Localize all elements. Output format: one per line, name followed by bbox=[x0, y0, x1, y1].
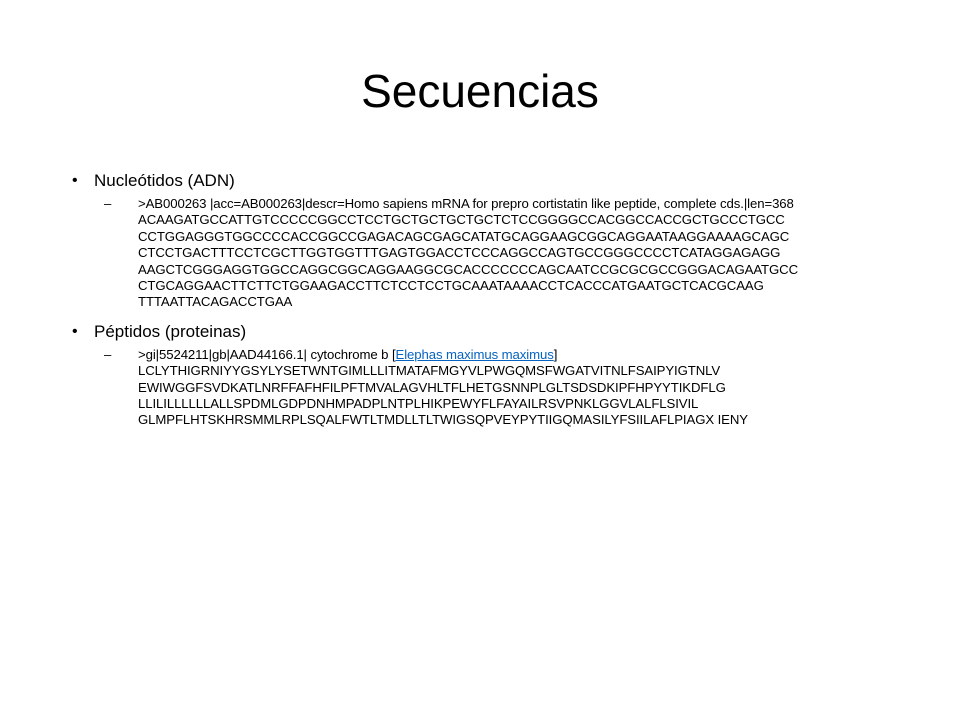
sub-item-dna-sequence bbox=[72, 196, 892, 311]
slide-content bbox=[72, 170, 892, 439]
sequence-header-suffix: ] bbox=[553, 346, 558, 362]
sub-item-protein-sequence bbox=[72, 347, 892, 429]
sequence-line: EWIWGGFSVDKATLNRFFAFHFILPFTMVALAGVHLTFLHETGSNNPLGLTSDSDKIPFHPYYTIKDFLG bbox=[138, 379, 726, 395]
species-link[interactable]: Elephas maximus maximus bbox=[395, 346, 554, 362]
bullet-heading: Nucleótidos (ADN) bbox=[94, 171, 235, 190]
sequence-line: CTGCAGGAACTTCTTCTGGAAGACCTTCTCCTCCTGCAAATAAAACCTCACCCATGAATGCTCACGCAAG bbox=[138, 278, 764, 294]
sequence-header bbox=[138, 347, 892, 363]
bullet-item-nucleotides bbox=[72, 170, 892, 192]
bullet-item-peptides bbox=[72, 321, 892, 343]
bullet-icon: • bbox=[72, 322, 78, 340]
sequence-line: TTTAATTACAGACCTGAA bbox=[138, 294, 293, 310]
bullet-icon: • bbox=[72, 172, 78, 189]
dash-icon: – bbox=[104, 196, 112, 211]
bullet-heading: Péptidos (proteinas) bbox=[94, 321, 247, 341]
sequence-line: ACAAGATGCCATTGTCCCCCGGCCTCCTGCTGCTGCTGCTCTCCGGGGCCACGGCCACCGCTGCCCTGCC bbox=[138, 212, 785, 228]
sequence-header-prefix: >gi|5524211|gb|AAD44166.1| cytochrome b [ bbox=[138, 346, 396, 362]
sequence-line: CCTGGAGGGTGGCCCCACCGGCCGAGACAGCGAGCATATGCAGGAAGCGGCAGGAATAAGGAAAAGCAGC bbox=[138, 228, 790, 244]
slide-title: Secuencias bbox=[361, 65, 599, 117]
sequence-line: LLILILLLLLLALLSPDMLGDPDNHMPADPLNTPLHIKPEWYFLFAYAILRSVPNKLGGVLALFLSIVIL bbox=[138, 396, 699, 412]
dash-icon: – bbox=[104, 346, 112, 362]
sequence-header: >AB000263 |acc=AB000263|descr=Homo sapiens mRNA for prepro cortistatin like peptide, complete cds.|len=368 bbox=[138, 196, 794, 211]
sequence-line: AAGCTCGGGAGGTGGCCAGGCGGCAGGAAGGCGCACCCCCCCAGCAATCCGCGCGCCGGGACAGAATGCC bbox=[138, 261, 798, 277]
sequence-line: CTCCTGACTTTCCTCGCTTGGTGGTTTGAGTGGACCTCCCAGGCCAGTGCCGGGCCCCTCATAGGAGAGG bbox=[138, 245, 781, 261]
sequence-line: GLMPFLHTSKHRSMMLRPLSQALFWTLTMDLLTLTWIGSQPVEYPYTIIGQMASILYFSIILAFLPIAGX IENY bbox=[138, 412, 748, 428]
sequence-line: LCLYTHIGRNIYYGSYLYSETWNTGIMLLLITMATAFMGYVLPWGQMSFWGATVITNLFSAIPYIGTNLV bbox=[138, 363, 721, 379]
